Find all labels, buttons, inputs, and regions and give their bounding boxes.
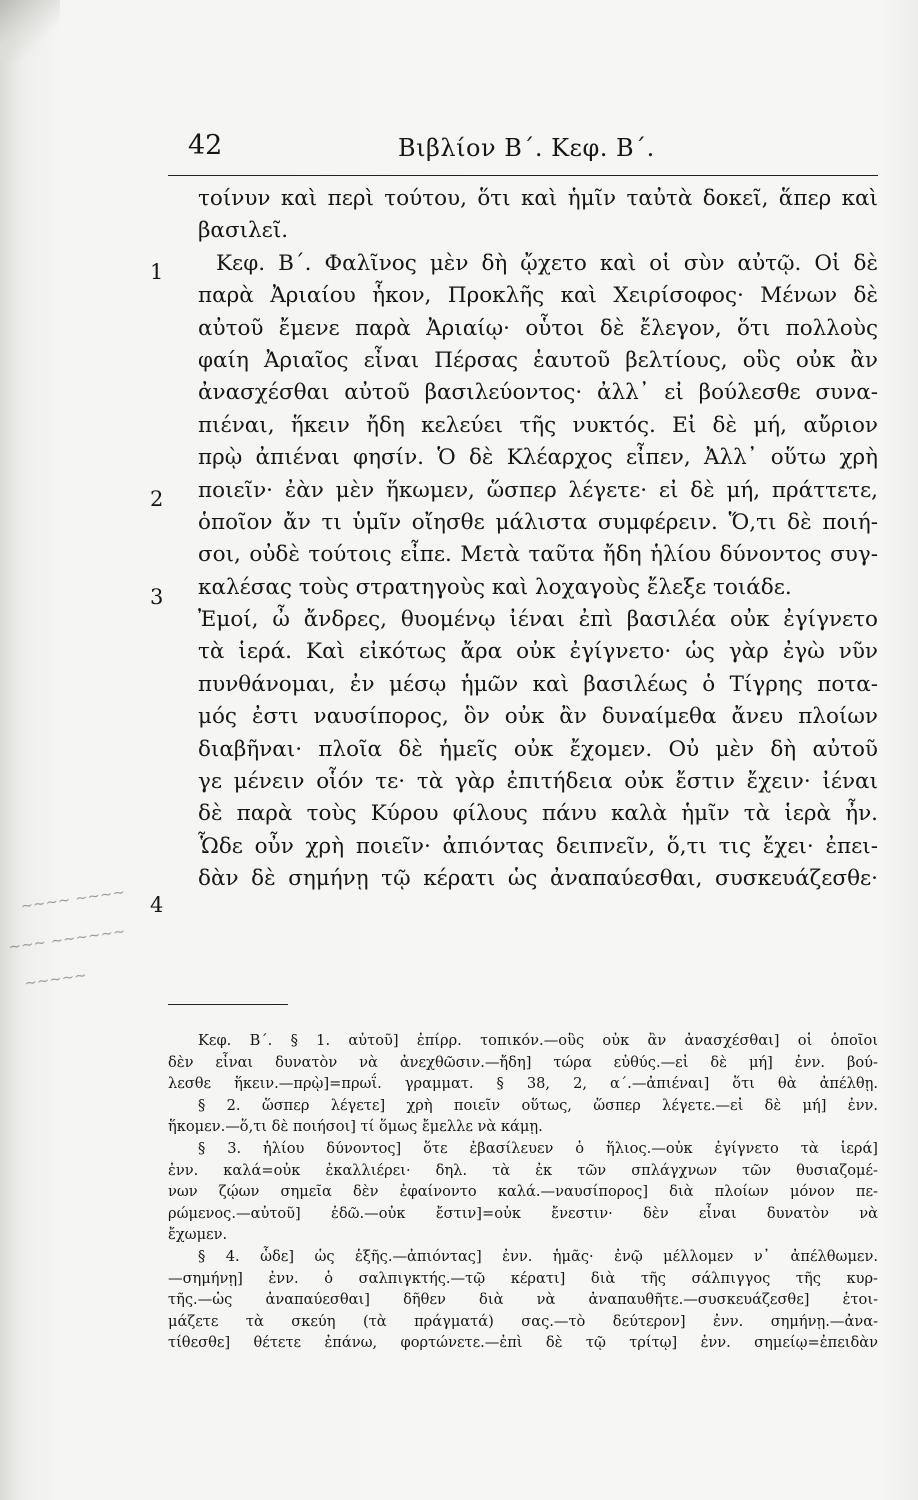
- footnote-line: ἐνν. καλά=οὐκ ἐκαλλιέρει· δηλ. τὰ ἐκ τῶν σπλάγχνων τῶν θυσιαζομέ-: [168, 1161, 878, 1179]
- footnote-line: νων ζῴων σημεῖα δὲν ἐφαίνοντο καλά.—ναυσίπορος] διὰ πλοίων μόνον πε-: [168, 1183, 878, 1201]
- text-line: τοίνυν καὶ περὶ τούτου, ὅτι καὶ ἡμῖν ταὐτὰ δοκεῖ, ἅπερ καὶ: [198, 186, 878, 211]
- footnote-line: δὲν εἶναι δυνατὸν νὰ ἀνεχθῶσιν.—ἤδη] τώρα εὐθύς.—εἰ δὲ μή] ἐνν. βού-: [168, 1053, 878, 1071]
- text-line: Ὧδε οὖν χρὴ ποιεῖν· ἀπιόντας δειπνεῖν, ὅ,τι τις ἔχει· ἐπει-: [198, 833, 878, 859]
- text-line: ὁποῖον ἄν τι ὑμῖν οἴησθε μάλιστα συμφέρειν. Ὅ,τι δὲ ποιή-: [198, 509, 878, 535]
- text-line: πιέναι, ἥκειν ἤδη κελεύει τῆς νυκτός. Εἰ δὲ μή, αὔριον: [198, 412, 878, 438]
- text-line: βασιλεῖ.: [198, 218, 289, 244]
- page-header: [188, 130, 878, 170]
- text-line: διαβῆναι· πλοῖα δὲ ἡμεῖς οὐκ ἔχομεν. Οὐ μὲν δὴ αὐτοῦ: [198, 736, 878, 762]
- footnote-line: § 2. ὥσπερ λέγετε] χρὴ ποιεῖν οὕτως, ὥσπερ λέγετε.—εἰ δὲ μή] ἐνν.: [198, 1096, 878, 1114]
- footnote-line: ρώμενος.—αὐτοῦ] ἐδῶ.—οὐκ ἔστιν]=οὐκ ἔνεστιν· δὲν εἶναι δυνατὸν νὰ: [168, 1204, 878, 1222]
- footnote-line: ἥκομεν.—ὅ,τι δὲ ποιήσοι] τί ὅμως ἔμελλε νὰ κάμῃ.: [168, 1118, 543, 1136]
- footnotes: [168, 1030, 878, 1354]
- text-line: Κεφ. Β΄. Φαλῖνος μὲν δὴ ᾤχετο καὶ οἱ σὺν αὐτῷ. Οἱ δὲ: [216, 250, 878, 276]
- footnote-rule: [168, 1004, 288, 1005]
- section-number-1: 1: [150, 260, 164, 284]
- text-line: σοι, οὐδὲ τούτοις εἶπε. Μετὰ ταῦτα ἤδη ἡλίου δύνοντος συγ-: [198, 542, 878, 568]
- text-line: τὰ ἱερά. Καὶ εἰκότως ἄρα οὐκ ἐγίγνετο· ὡς γὰρ ἐγὼ νῦν: [198, 639, 878, 665]
- text-line: Ἐμοί, ὦ ἄνδρες, θυομένῳ ἰέναι ἐπὶ βασιλέα οὐκ ἐγίγνετο: [198, 607, 878, 633]
- page-number: 42: [188, 130, 223, 161]
- running-head: Βιβλίον Β΄. Κεφ. Β΄.: [398, 134, 655, 162]
- text-line: δὲ παρὰ τοὺς Κύρου φίλους πάνυ καλὰ ἡμῖν τὰ ἱερὰ ἦν.: [198, 801, 878, 827]
- footnote-line: τῆς.—ὡς ἀναπαύεσθαι] δῆθεν διὰ νὰ ἀναπαυθῆτε.—συσκευάζεσθε] ἑτοι-: [168, 1291, 878, 1309]
- text-line: φαίη Ἀριαῖος εἶναι Πέρσας ἑαυτοῦ βελτίους, οὓς οὐκ ἂν: [198, 347, 878, 373]
- text-line: καλέσας τοὺς στρατηγοὺς καὶ λοχαγοὺς ἔλεξε τοιάδε.: [198, 574, 792, 600]
- section-number-4: 4: [150, 893, 164, 917]
- handwritten-margin-note: ~~~~ ~~~~ ~~~ ~~~~~~ ~~~~~: [7, 882, 127, 993]
- footnote-line: —σημήνῃ] ἐνν. ὁ σαλπιγκτής.—τῷ κέρατι] διὰ τῆς σάλπιγγος τῆς κυρ-: [168, 1269, 878, 1287]
- footnote-line: μάζετε τὰ σκεύη (τὰ πράγματά) σας.—τὸ δεύτερον] ἐνν. σημήνῃ.—ἀνα-: [168, 1312, 878, 1330]
- footnote-line: τίθεσθε] θέτετε ἐπάνω, φορτώνετε.—ἐπὶ δὲ τῷ τρίτῳ] ἐνν. σημείῳ=ἐπειδὰν: [168, 1334, 878, 1352]
- text-line: πυνθάνομαι, ἐν μέσῳ ἡμῶν καὶ βασιλέως ὁ Τίγρης ποτα-: [198, 671, 878, 697]
- text-line: γε μένειν οἷόν τε· τὰ γὰρ ἐπιτήδεια οὐκ ἔστιν ἔχειν· ἰέναι: [198, 769, 878, 795]
- section-number-2: 2: [150, 487, 164, 511]
- footnote-line: λεσθε ἥκειν.—πρῲ]=πρωΐ. γραμματ. § 38, 2, α΄.—ἀπιέναι] ὅτι θὰ ἀπέλθῃ.: [168, 1075, 878, 1093]
- text-line: ἀνασχέσθαι αὐτοῦ βασιλεύοντος· ἀλλ᾽ εἰ βούλεσθε συνα-: [198, 380, 878, 406]
- text-line: μός ἐστι ναυσίπορος, ὃν οὐκ ἂν δυναίμεθα ἄνευ πλοίων: [198, 704, 878, 730]
- footnote-line: Κεφ. Β΄. § 1. αὐτοῦ] ἐπίρρ. τοπικόν.—οὓς οὐκ ἂν ἀνασχέσθαι] οἱ ὁποῖοι: [198, 1032, 878, 1049]
- text-line: παρὰ Ἀριαίου ἧκον, Προκλῆς καὶ Χειρίσοφος· Μένων δὲ: [198, 283, 878, 309]
- page-corner-shadow: [0, 0, 60, 60]
- text-line: αὐτοῦ ἔμενε παρὰ Ἀριαίῳ· οὗτοι δὲ ἔλεγον, ὅτι πολλοὺς: [198, 315, 878, 341]
- section-number-3: 3: [150, 585, 164, 609]
- footnote-line: ἔχωμεν.: [168, 1226, 228, 1244]
- text-line: δὰν δὲ σημήνῃ τῷ κέρατι ὡς ἀναπαύεσθαι, συσκευάζεσθε·: [198, 866, 878, 892]
- footnote-line: § 3. ἡλίου δύνοντος] ὅτε ἐβασίλευεν ὁ ἥλιος.—οὐκ ἐγίγνετο τὰ ἱερά]: [198, 1139, 878, 1157]
- header-rule: [168, 175, 878, 176]
- main-text: [198, 183, 878, 896]
- text-line: ποιεῖν· ἐὰν μὲν ἥκωμεν, ὥσπερ λέγετε· εἰ δὲ μή, πράττετε,: [198, 477, 878, 503]
- text-line: πρῲ ἀπιέναι φησίν. Ὁ δὲ Κλέαρχος εἶπεν, Ἀλλ᾽ οὕτω χρὴ: [198, 445, 878, 471]
- footnote-line: § 4. ὧδε] ὡς ἑξῆς.—ἀπιόντας] ἐνν. ἡμᾶς· ἐνῷ μέλλομεν ν᾽ ἀπέλθωμεν.: [198, 1247, 878, 1265]
